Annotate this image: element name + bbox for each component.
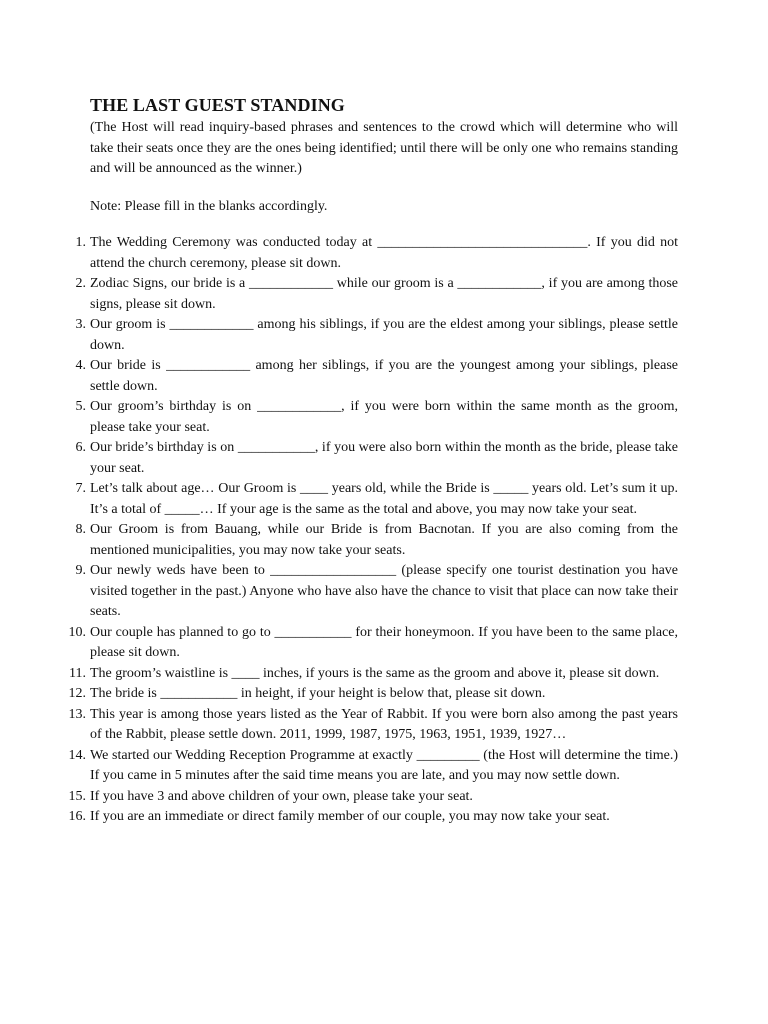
item-text: Our couple has planned to go to ___________ for their honeymoon. If you have been to the same place, please sit down. bbox=[90, 624, 678, 660]
list-item bbox=[75, 233, 678, 274]
item-number: 3 . bbox=[64, 315, 86, 336]
item-text: Our groom’s birthday is on ____________, if you were born within the same month as the groom, please take your seat. bbox=[90, 399, 678, 435]
list-item bbox=[75, 520, 678, 561]
item-text: Our bride is ____________ among her siblings, if you are the youngest among your siblings, please settle down. bbox=[90, 358, 678, 394]
item-number: 11 . bbox=[64, 664, 86, 685]
item-text: Zodiac Signs, our bride is a ____________ while our groom is a ____________, if you are among those signs, please sit down. bbox=[90, 276, 678, 312]
item-text: If you are an immediate or direct family member of our couple, you may now take your seat. bbox=[90, 809, 610, 824]
item-text: If you have 3 and above children of your own, please take your seat. bbox=[90, 788, 473, 804]
item-number: 4 . bbox=[64, 356, 86, 377]
intro-paragraph: (The Host will read inquiry-based phrases and sentences to the crowd which will determine who will take their seats once they are the ones being identified; until there will be only one who remains standing and will be announced as the winner.) bbox=[90, 120, 678, 176]
item-number: 9 . bbox=[64, 561, 86, 582]
list-item bbox=[68, 684, 678, 705]
list-item bbox=[75, 315, 678, 356]
question-list bbox=[68, 233, 678, 828]
list-item bbox=[75, 561, 678, 623]
item-number: 13 . bbox=[64, 705, 86, 726]
item-text: Our newly weds have been to __________________ (please specify one tourist destination you have visited together in the past.) Anyone who have also have the chance to visit that place can now take their seats. bbox=[90, 563, 678, 619]
document-content bbox=[68, 93, 678, 828]
list-item bbox=[75, 438, 678, 479]
list-item bbox=[75, 356, 678, 397]
item-number: 12 . bbox=[64, 684, 86, 705]
item-text: The Wedding Ceremony was conducted today at ______________________________. If you did not attend the church ceremony, please sit down. bbox=[90, 235, 678, 271]
list-item bbox=[75, 397, 678, 438]
list-item bbox=[68, 705, 678, 746]
list-item bbox=[68, 746, 678, 787]
list-item bbox=[75, 479, 678, 520]
item-number: 15 . bbox=[64, 787, 86, 808]
item-text: Our groom is ____________ among his siblings, if you are the eldest among your siblings, please settle down. bbox=[90, 317, 678, 353]
list-item bbox=[68, 623, 678, 664]
item-number: 16 . bbox=[64, 807, 86, 828]
list-item bbox=[75, 274, 678, 315]
item-number: 6 . bbox=[64, 438, 86, 459]
item-number: 14 . bbox=[64, 746, 86, 767]
item-text: This year is among those years listed as the Year of Rabbit. If you were born also among the past years of the Rabbit, please settle down. 2011, 1999, 1987, 1975, 1963, 1951, 1939, 1927… bbox=[90, 706, 678, 742]
item-number: 8 . bbox=[64, 520, 86, 541]
item-text: The groom’s waistline is ____ inches, if yours is the same as the groom and above it, please sit down. bbox=[90, 665, 660, 681]
item-text: The bride is ___________ in height, if your height is below that, please sit down. bbox=[90, 686, 546, 701]
item-number: 5 . bbox=[64, 397, 86, 418]
item-number: 10 . bbox=[64, 623, 86, 644]
item-number: 2 . bbox=[64, 274, 86, 295]
list-item bbox=[68, 787, 678, 808]
item-text: Let’s talk about age… Our Groom is ____ years old, while the Bride is _____ years old. Let’s sum it up. It’s a total of _____… If your age is the same as the total and above, you may now take your seat. bbox=[90, 481, 678, 517]
item-text: Our bride’s birthday is on ___________, if you were also born within the month as the bride, please take your seat. bbox=[90, 440, 678, 476]
list-item bbox=[68, 807, 678, 828]
item-text: Our Groom is from Bauang, while our Bride is from Bacnotan. If you are also coming from the mentioned municipalities, you may now take your seats. bbox=[90, 522, 678, 558]
document-title: THE LAST GUEST STANDING bbox=[90, 95, 345, 115]
item-number: 7 . bbox=[64, 479, 86, 500]
item-number: 1 . bbox=[64, 233, 86, 254]
item-text: We started our Wedding Reception Programme at exactly _________ (the Host will determine the time.) If you came in 5 minutes after the said time means you are late, and you may now settle down. bbox=[90, 747, 678, 783]
note-text: Note: Please fill in the blanks accordingly. bbox=[90, 198, 328, 214]
list-item bbox=[69, 664, 678, 685]
